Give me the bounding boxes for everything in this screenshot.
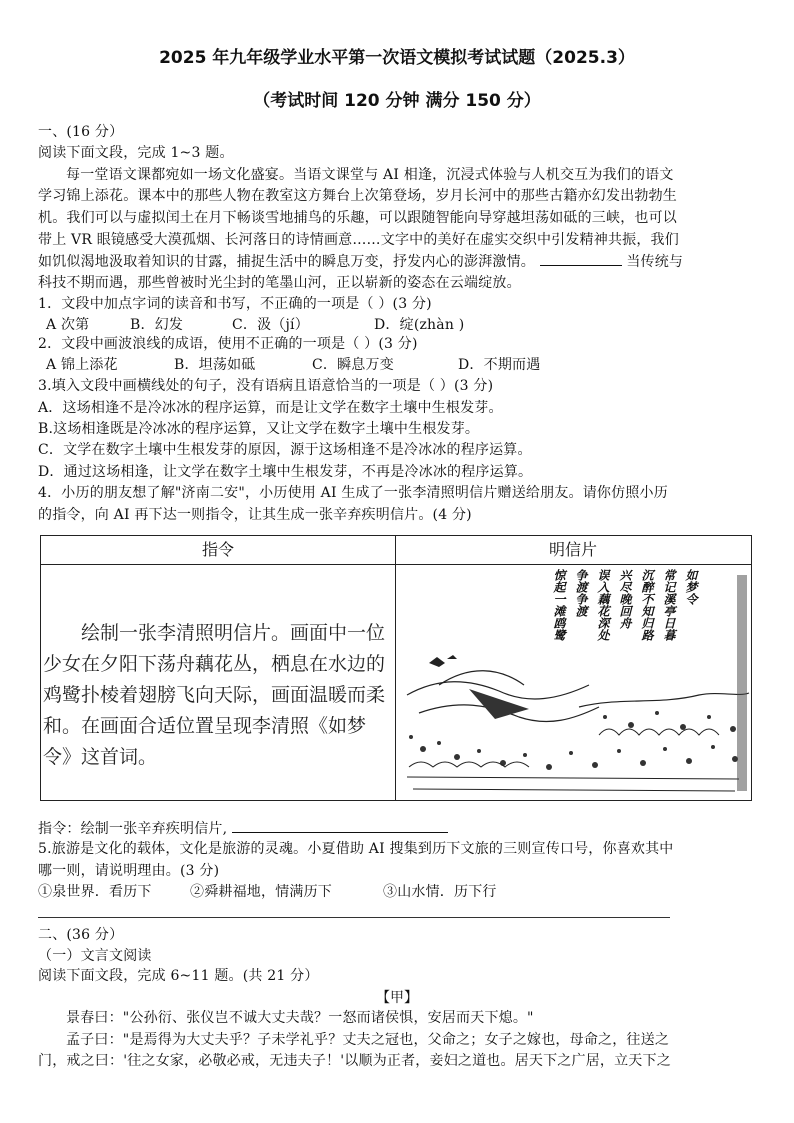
q2-option-d: D．不期而遇 [458,357,541,373]
passage-line-with-blank [38,251,683,272]
passage-text: 当传统与 [626,254,684,270]
exam-subtitle: （考试时间 120 分钟 满分 150 分） [253,91,541,111]
question-1: 1．文段中加点字词的读音和书写，不正确的一项是（ ）(3 分) [38,296,432,312]
question-3: 3.填入文段中画横线处的句子，没有语病且语意恰当的一项是（ ）(3 分) [38,378,494,394]
q3-option-d: D．通过这场相逢，让文学在数字土壤中生根发芽，不再是冷冰冰的程序运算。 [38,464,533,480]
question-5: 5.旅游是文化的载体，文化是旅游的灵魂。小夏借助 AI 搜集到历下文旅的三则宣传口号，你喜欢其中 [38,841,674,857]
q3-option-a: A．这场相逢不是冷冰冰的程序运算，而是让文学在数字土壤中生根发芽。 [38,400,503,416]
answer-rule[interactable] [38,917,670,918]
passage-line: 学习锦上添花。课本中的那些人物在教室这方舞台上次第登场，岁月长河中的那些古籍亦幻发出勃勃生 [38,188,677,204]
exam-title: 2025 年九年级学业水平第一次语文模拟考试试题（2025.3） [159,48,635,68]
classical-line: 景春曰："公孙衍、张仪岂不诚大丈夫哉？一怒而诸侯惧，安居而天下熄。" [66,1010,534,1026]
table-header-rule [41,564,751,565]
classical-line: 门，戒之曰：'往之女家，必敬必戒，无违夫子！'以顺为正者，妾妇之道也。居天下之广居，立天下之 [38,1053,671,1069]
classical-line: 孟子曰："是焉得为大丈夫乎？子未学礼乎？丈夫之冠也，父命之；女子之嫁也，母命之，往送之 [66,1032,670,1048]
poem-title: 如梦令 [684,569,698,605]
poem-line: 兴尽晚回舟 [618,569,632,629]
answer-line [38,818,448,839]
fill-blank[interactable] [540,251,622,266]
question-4-cont: 的指令，向 AI 再下达一则指令，让其生成一张辛弃疾明信片。(4 分) [38,507,472,523]
part1-instruction: 阅读下面文段，完成 1~3 题。 [38,145,234,161]
postcard-table [40,535,752,801]
sample-instruction: 绘制一张李清照明信片。画面中一位少女在夕阳下荡舟藕花丛，栖息在水边的鸡鹭扑棱着翅膀飞向天际，画面温暖而柔和。在画面合适位置呈现李清照《如梦令》这首词。 [43,622,386,768]
passage-line: 每一堂语文课都宛如一场文化盛宴。当语文课堂与 AI 相逢，沉浸式体验与人机交互为我们的语文 [66,167,674,183]
q3-option-b: B.这场相逢既是冷冰冰的程序运算，又让文学在数字土壤中生根发芽。 [38,421,480,437]
postcard-image [399,567,751,801]
poem-line: 沉醉不知归路 [640,569,654,641]
answer-prefix: 指令：绘制一张辛弃疾明信片, [38,821,228,837]
q1-option-c: C．汲（jí） [232,317,309,333]
question-5-cont: 哪一则，请说明理由。(3 分) [38,863,220,879]
answer-blank[interactable] [232,818,448,833]
table-divider [395,536,396,800]
boat-shape [469,689,529,719]
q5-option-3: ③山水情．历下行 [383,884,497,900]
passage-line: 带上 VR 眼镜感受大漠孤烟、长河落日的诗情画意……文字中的美好在虚实交织中引发精神共振，我们 [38,232,679,248]
col-header-postcard: 明信片 [548,540,597,559]
passage-label-jia: 【甲】 [376,990,418,1006]
poem-line: 常记溪亭日暮 [662,569,676,641]
question-4: 4．小历的朋友想了解"济南二安"，小历使用 AI 生成了一张李清照明信片赠送给朋友。请你仿照小历 [38,485,668,501]
poem-line: 误入藕花深处 [596,569,610,641]
passage-line: 机。我们可以与虚拟闰土在月下畅谈雪地捕鸟的乐趣，可以跟随智能向导穿越坦荡如砥的三峡，也可以 [38,210,677,226]
part1-heading: 一、(16 分） [38,124,124,140]
poem-columns [497,569,697,689]
poem-line: 争渡争渡 [574,569,588,617]
q5-option-2: ②舜耕福地，情满历下 [190,884,332,900]
col-header-instruction: 指令 [201,540,234,559]
q5-option-1: ①泉世界．看历下 [38,884,152,900]
part2-subheading: （一）文言文阅读 [38,948,152,964]
part2-instruction: 阅读下面文段，完成 6~11 题。(共 21 分） [38,968,319,984]
q2-option-c: C．瞬息万变 [312,357,394,373]
q2-option-a: A 锦上添花 [46,357,118,373]
q2-option-b: B．坦荡如砥 [174,357,256,373]
q1-option-b: B．幻发 [130,317,184,333]
poem-line: 惊起一滩鸥鹭 [552,569,566,641]
q1-option-d: D．绽(zhàn ) [374,317,465,333]
passage-text: 如饥似渴地汲取着知识的甘露，捕捉生活中的瞬息万变，抒发内心的澎湃激情。 [38,254,535,270]
q1-option-a: A 次第 [46,317,90,333]
part2-heading: 二、(36 分） [38,927,124,943]
passage-line: 科技不期而遇，那些曾被时光尘封的笔墨山河，正以崭新的姿态在云端绽放。 [38,275,521,291]
bird-shape [429,657,445,667]
question-2: 2．文段中画波浪线的成语，使用不正确的一项是（ ）(3 分) [38,336,418,352]
q3-option-c: C．文学在数字土壤中生根发芽的原因，源于这场相逢不是冷冰冰的程序运算。 [38,442,532,458]
